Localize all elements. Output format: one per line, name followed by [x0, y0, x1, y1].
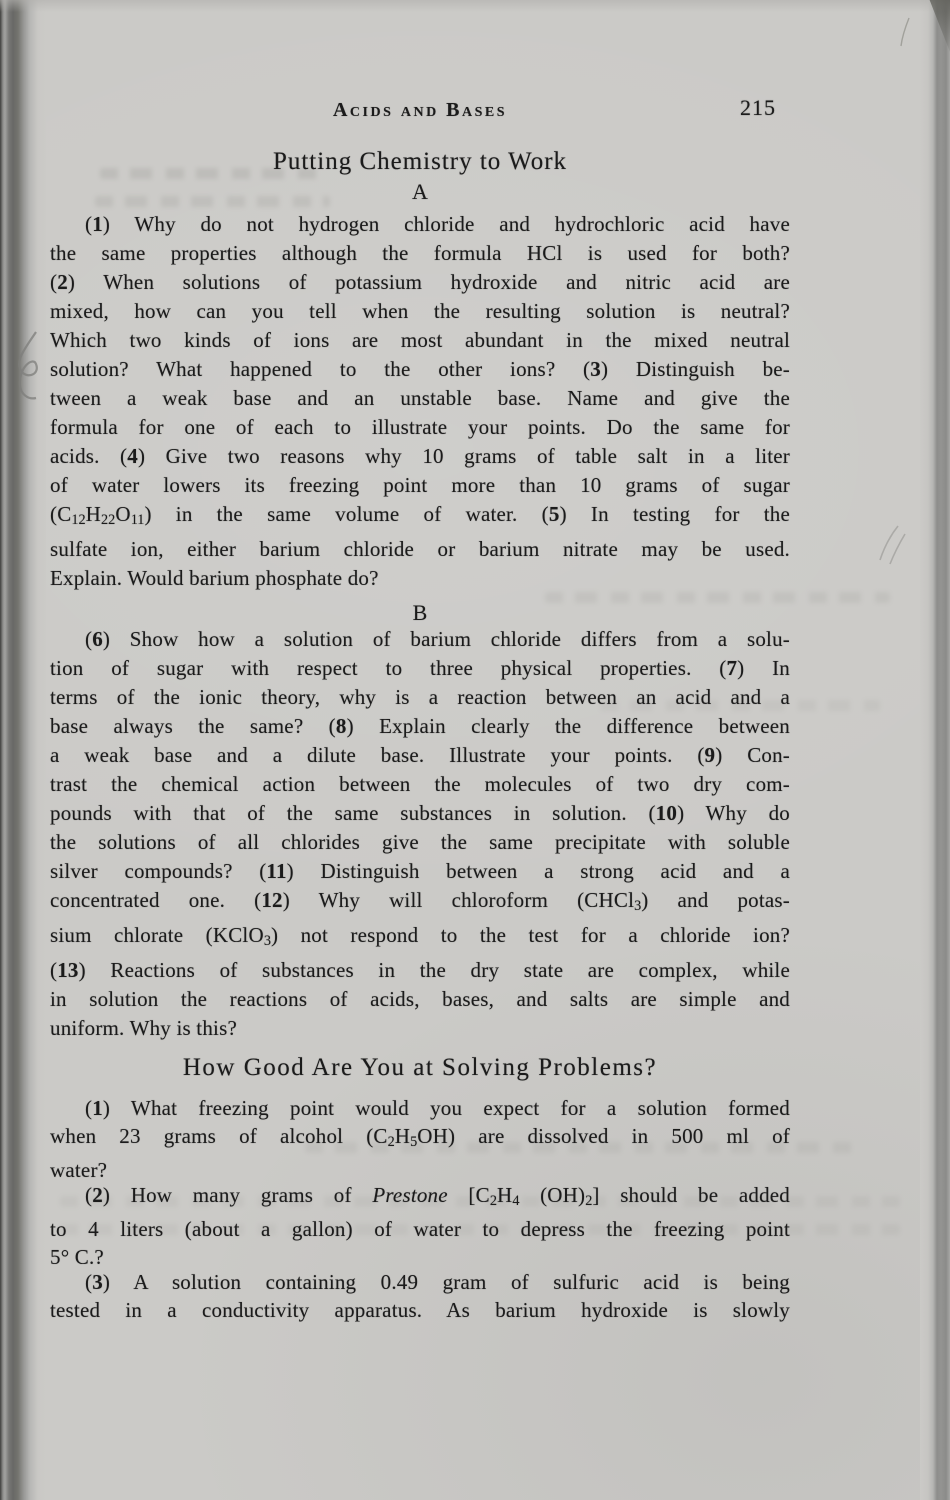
- binding-shadow-left: [0, 0, 46, 1500]
- part-b-paragraph: [50, 625, 790, 1043]
- text-line: solution? What happened to the other ions? (3) Distinguish be-: [50, 357, 790, 381]
- text-line: the solutions of all chlorides give the same precipitate with soluble: [50, 830, 790, 854]
- text-line: silver compounds? (11) Distinguish between a strong acid and a: [50, 859, 790, 883]
- text-line: formula for one of each to illustrate your points. Do the same for: [50, 415, 790, 439]
- text-line: terms of the ionic theory, why is a reaction between an acid and a: [50, 685, 790, 709]
- pencil-mark-left-margin: [6, 328, 54, 406]
- text-line: a weak base and a dilute base. Illustrate your points. (9) Con-: [50, 743, 790, 767]
- text-line: (1) What freezing point would you expect for a solution formed: [85, 1096, 790, 1120]
- problems-heading: How Good Are You at Solving Problems?: [182, 1054, 658, 1081]
- problem-2-paragraph: [50, 1181, 790, 1271]
- text-line: (1) Why do not hydrogen chloride and hydrochloric acid have: [85, 212, 790, 236]
- text-line: (13) Reactions of substances in the dry state are complex, while: [50, 958, 790, 983]
- text-line: concentrated one. (12) Why will chloroform (CHCl$_3$) and potas-: [50, 888, 790, 915]
- problem-1-paragraph: [50, 1094, 790, 1184]
- text-line: tion of sugar with respect to three physical properties. (7) In: [50, 656, 790, 680]
- text-line: the same properties although the formula HCl is used for both?: [50, 241, 790, 265]
- part-a-label: A: [412, 179, 428, 204]
- text-line: sulfate ion, either barium chloride or barium nitrate may be used.: [50, 537, 790, 562]
- page-edge-right: [920, 0, 950, 1500]
- text-line: base always the same? (8) Explain clearly the difference between: [50, 714, 790, 738]
- page-number: 215: [740, 95, 776, 120]
- text-line: tween a weak base and an unstable base. Name and give the: [50, 386, 790, 410]
- text-line: mixed, how can you tell when the resulting solution is neutral?: [50, 299, 790, 323]
- running-head-title: Acids and Bases: [332, 99, 508, 121]
- text-line: to 4 liters (about a gallon) of water to depress the freezing point: [50, 1217, 790, 1242]
- scratch-mark-top-right: [893, 14, 917, 50]
- text-line: uniform. Why is this?: [50, 1016, 237, 1041]
- text-line: (2) How many grams of Prestone [$C_2H_4$ $(OH)_2$] should be added: [85, 1183, 790, 1210]
- text-line: trast the chemical action between the molecules of two dry com-: [50, 772, 790, 796]
- part-a-paragraph: [50, 210, 790, 593]
- problem-3-paragraph: [50, 1268, 790, 1324]
- text-line: pounds with that of the same substances in solution. (10) Why do: [50, 801, 790, 825]
- text-line: of water lowers its freezing point more than 10 grams of sugar: [50, 473, 790, 497]
- running-head: [50, 97, 790, 125]
- page-content: [50, 0, 790, 1500]
- text-line: $(C_{12}H_{22}O_{11})$ in the same volume of water. (5) In testing for the: [50, 502, 791, 529]
- work-section-title: Putting Chemistry to Work: [272, 148, 568, 175]
- part-b-label: B: [412, 600, 428, 625]
- text-line: (2) When solutions of potassium hydroxide and nitric acid are: [50, 270, 790, 294]
- text-line: Explain. Would barium phosphate do?: [50, 566, 379, 591]
- text-line: (3) A solution containing 0.49 gram of sulfuric acid is being: [85, 1270, 790, 1294]
- text-line: (6) Show how a solution of barium chloride differs from a solu-: [85, 627, 790, 651]
- text-line: Which two kinds of ions are most abundant in the mixed neutral: [50, 328, 790, 352]
- text-line: when 23 grams of alcohol $(C_2H_5OH)$ are dissolved in 500 ml of: [50, 1124, 790, 1151]
- pencil-mark-right-margin: [872, 518, 916, 570]
- text-line: sium chlorate (KClO$_3$) not respond to the test for a chloride ion?: [50, 923, 791, 950]
- text-line: tested in a conductivity apparatus. As barium hydroxide is slowly: [50, 1298, 790, 1322]
- text-line: 5° C.?: [50, 1245, 104, 1270]
- text-line: water?: [50, 1158, 108, 1183]
- text-line: in solution the reactions of acids, bases, and salts are simple and: [50, 987, 790, 1012]
- text-line: acids. (4) Give two reasons why 10 grams of table salt in a liter: [50, 444, 791, 468]
